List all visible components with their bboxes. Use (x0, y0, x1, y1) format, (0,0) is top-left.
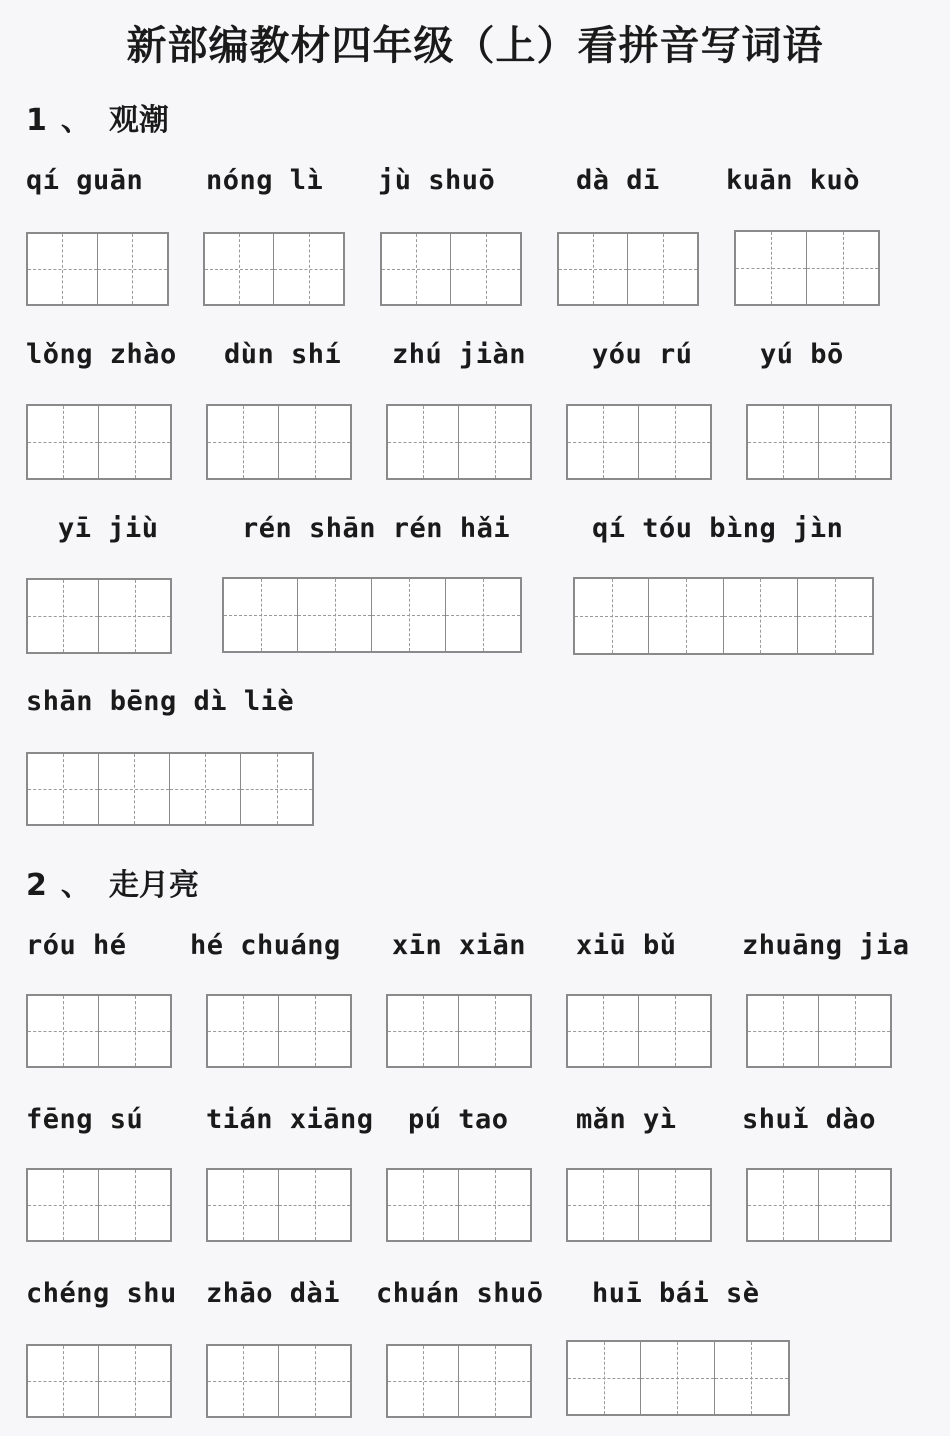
character-cell[interactable] (99, 580, 170, 652)
character-cell[interactable] (28, 406, 99, 478)
character-cell[interactable] (208, 406, 279, 478)
character-cell[interactable] (568, 406, 639, 478)
section-number: 1 (26, 103, 47, 138)
character-cell[interactable] (819, 996, 890, 1066)
tianzige-answer-grid[interactable] (573, 577, 874, 655)
tianzige-answer-grid[interactable] (566, 994, 712, 1068)
pinyin-prompt: shuǐ dào (742, 1104, 877, 1135)
section-heading-2 (26, 860, 199, 904)
pinyin-prompt: shān bēng dì liè (26, 686, 295, 717)
character-cell[interactable] (372, 579, 446, 651)
pinyin-prompt: chéng shu (26, 1278, 177, 1309)
character-cell[interactable] (568, 996, 639, 1066)
tianzige-answer-grid[interactable] (746, 1168, 892, 1242)
pinyin-prompt: fēng sú (26, 1104, 144, 1135)
character-cell[interactable] (559, 234, 628, 304)
character-cell[interactable] (28, 1346, 99, 1416)
character-cell[interactable] (205, 234, 274, 304)
section-separator: 、 (60, 103, 91, 138)
pinyin-prompt: yī jiù (58, 513, 159, 544)
tianzige-answer-grid[interactable] (203, 232, 345, 306)
character-cell[interactable] (639, 406, 710, 478)
tianzige-answer-grid[interactable] (746, 994, 892, 1068)
character-cell[interactable] (807, 232, 878, 304)
character-cell[interactable] (641, 1342, 714, 1414)
tianzige-answer-grid[interactable] (26, 404, 172, 480)
character-cell[interactable] (279, 406, 350, 478)
character-cell[interactable] (388, 406, 459, 478)
character-cell[interactable] (568, 1170, 639, 1240)
character-cell[interactable] (28, 754, 99, 824)
pinyin-prompt: yú bō (760, 339, 844, 370)
pinyin-prompt: xiū bǔ (576, 930, 677, 961)
tianzige-answer-grid[interactable] (206, 1168, 352, 1242)
character-cell[interactable] (28, 580, 99, 652)
section-name: 走月亮 (108, 868, 199, 903)
character-cell[interactable] (388, 1170, 459, 1240)
character-cell[interactable] (798, 579, 872, 653)
tianzige-answer-grid[interactable] (386, 1168, 532, 1242)
character-cell[interactable] (99, 406, 170, 478)
pinyin-prompt: huī bái sè (592, 1278, 760, 1309)
character-cell[interactable] (208, 1346, 279, 1416)
character-cell[interactable] (279, 1170, 350, 1240)
pinyin-prompt: tián xiāng (206, 1104, 374, 1135)
pinyin-prompt: róu hé (26, 930, 127, 961)
tianzige-answer-grid[interactable] (380, 232, 522, 306)
character-cell[interactable] (382, 234, 451, 304)
pinyin-prompt: lǒng zhào (26, 339, 177, 370)
tianzige-answer-grid[interactable] (26, 578, 172, 654)
character-cell[interactable] (298, 579, 372, 651)
character-cell[interactable] (98, 234, 168, 304)
character-cell[interactable] (639, 996, 710, 1066)
tianzige-answer-grid[interactable] (26, 752, 314, 826)
pinyin-prompt: qí tóu bìng jìn (592, 513, 844, 544)
character-cell[interactable] (819, 406, 890, 478)
section-name: 观潮 (108, 103, 169, 138)
character-cell[interactable] (736, 232, 807, 304)
character-cell[interactable] (459, 1170, 530, 1240)
character-cell[interactable] (274, 234, 343, 304)
character-cell[interactable] (28, 996, 99, 1066)
character-cell[interactable] (724, 579, 798, 653)
tianzige-answer-grid[interactable] (26, 1168, 172, 1242)
character-cell[interactable] (748, 1170, 819, 1240)
character-cell[interactable] (241, 754, 312, 824)
section-number: 2 (26, 868, 47, 903)
pinyin-prompt: qí guān (26, 165, 144, 196)
tianzige-answer-grid[interactable] (26, 1344, 172, 1418)
section-heading-1 (26, 95, 169, 139)
pinyin-prompt: yóu rú (592, 339, 693, 370)
character-cell[interactable] (28, 234, 98, 304)
tianzige-answer-grid[interactable] (386, 994, 532, 1068)
character-cell[interactable] (568, 1342, 641, 1414)
pinyin-prompt: mǎn yì (576, 1104, 677, 1135)
section-separator: 、 (60, 868, 91, 903)
pinyin-prompt: zhāo dài (206, 1278, 341, 1309)
character-cell[interactable] (170, 754, 241, 824)
character-cell[interactable] (459, 996, 530, 1066)
character-cell[interactable] (819, 1170, 890, 1240)
tianzige-answer-grid[interactable] (734, 230, 880, 306)
character-cell[interactable] (459, 1346, 530, 1416)
character-cell[interactable] (459, 406, 530, 478)
character-cell[interactable] (99, 1346, 170, 1416)
character-cell[interactable] (28, 1170, 99, 1240)
character-cell[interactable] (451, 234, 520, 304)
tianzige-answer-grid[interactable] (566, 1168, 712, 1242)
character-cell[interactable] (575, 579, 649, 653)
pinyin-prompt: dà dī (576, 165, 660, 196)
tianzige-answer-grid[interactable] (206, 994, 352, 1068)
tianzige-answer-grid[interactable] (206, 404, 352, 480)
page-title: 新部编教材四年级（上）看拼音写词语 (126, 23, 824, 69)
pinyin-prompt: kuān kuò (726, 165, 861, 196)
pinyin-prompt: zhú jiàn (392, 339, 527, 370)
character-cell[interactable] (99, 1170, 170, 1240)
tianzige-answer-grid[interactable] (557, 232, 699, 306)
character-cell[interactable] (99, 754, 170, 824)
character-cell[interactable] (279, 1346, 350, 1416)
pinyin-prompt: zhuāng jia (742, 930, 910, 961)
pinyin-prompt: pú tao (408, 1104, 509, 1135)
character-cell[interactable] (748, 406, 819, 478)
character-cell[interactable] (715, 1342, 788, 1414)
tianzige-answer-grid[interactable] (746, 404, 892, 480)
character-cell[interactable] (639, 1170, 710, 1240)
pinyin-prompt: hé chuáng (190, 930, 341, 961)
pinyin-prompt: jù shuō (378, 165, 496, 196)
character-cell[interactable] (628, 234, 697, 304)
character-cell[interactable] (279, 996, 350, 1066)
character-cell[interactable] (748, 996, 819, 1066)
character-cell[interactable] (388, 1346, 459, 1416)
character-cell[interactable] (649, 579, 723, 653)
pinyin-prompt: dùn shí (224, 339, 342, 370)
tianzige-answer-grid[interactable] (566, 404, 712, 480)
pinyin-prompt: nóng lì (206, 165, 324, 196)
pinyin-prompt: xīn xiān (392, 930, 527, 961)
pinyin-prompt: chuán shuō (376, 1278, 544, 1309)
tianzige-answer-grid[interactable] (26, 994, 172, 1068)
character-cell[interactable] (208, 1170, 279, 1240)
character-cell[interactable] (208, 996, 279, 1066)
character-cell[interactable] (388, 996, 459, 1066)
character-cell[interactable] (224, 579, 298, 651)
character-cell[interactable] (446, 579, 520, 651)
tianzige-answer-grid[interactable] (386, 404, 532, 480)
tianzige-answer-grid[interactable] (26, 232, 169, 306)
character-cell[interactable] (99, 996, 170, 1066)
tianzige-answer-grid[interactable] (206, 1344, 352, 1418)
pinyin-prompt: rén shān rén hǎi (242, 513, 511, 544)
tianzige-answer-grid[interactable] (566, 1340, 790, 1416)
tianzige-answer-grid[interactable] (386, 1344, 532, 1418)
tianzige-answer-grid[interactable] (222, 577, 522, 653)
